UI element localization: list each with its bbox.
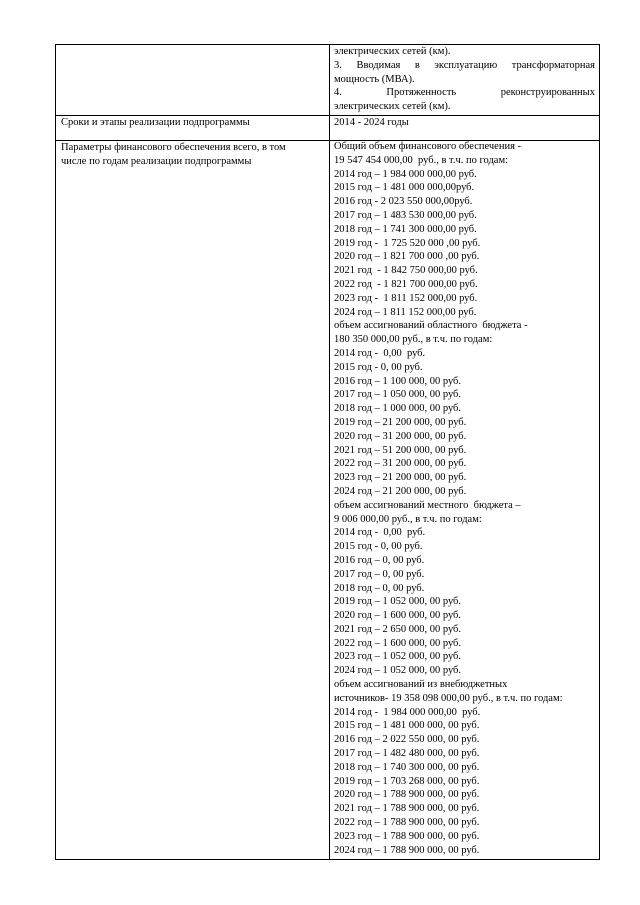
financing-breakdown (334, 140, 595, 857)
financing-line: 2019 год – 1 703 268 000, 00 руб. (334, 775, 480, 787)
financing-line: 2024 год – 1 811 152 000,00 руб. (334, 306, 477, 318)
indicator-line: 3. Вводимая в эксплуатацию трансформаторная (334, 59, 595, 71)
financing-line: 2018 год – 1 000 000, 00 руб. (334, 403, 462, 415)
indicator-line: 4. Протяженность реконструированных (334, 87, 595, 99)
financing-line: 2023 год – 21 200 000, 00 руб. (334, 472, 467, 484)
indicator-line: мощность (МВА). (334, 73, 415, 85)
subprogram-passport-table (55, 44, 600, 860)
financing-label-line: числе по годам реализации подпрограммы (61, 155, 252, 167)
financing-line: 2018 год – 0, 00 руб. (334, 582, 425, 594)
financing-label-line: Параметры финансового обеспечения всего, в том (61, 142, 286, 153)
financing-line: 2022 год – 1 600 000, 00 руб. (334, 637, 462, 649)
financing-line: 19 547 454 000,00 руб., в т.ч. по годам: (334, 154, 509, 166)
financing-line: 2015 год - 0, 00 руб. (334, 361, 423, 373)
financing-line: 2016 год – 1 100 000, 00 руб. (334, 375, 462, 387)
financing-line: 2024 год – 1 788 900 000, 00 руб. (334, 844, 480, 856)
financing-line: 2017 год – 1 482 480 000, 00 руб. (334, 748, 480, 760)
financing-line: 2019 год - 1 725 520 000 ,00 руб. (334, 237, 481, 249)
financing-line: 2021 год - 1 842 750 000,00 руб. (334, 265, 478, 277)
financing-line: 2024 год – 1 052 000, 00 руб. (334, 665, 462, 677)
table-row-financing (56, 141, 600, 860)
table-row-timeline (56, 116, 600, 141)
financing-line: 2014 год - 0,00 руб. (334, 527, 426, 539)
financing-line: объем ассигнований местного бюджета – (334, 499, 521, 511)
financing-line: 2016 год – 2 022 550 000, 00 руб. (334, 734, 480, 746)
timeline-label: Сроки и этапы реализации подпрограммы (56, 116, 330, 141)
financing-line: 2017 год – 0, 00 руб. (334, 568, 425, 580)
financing-line: объем ассигнований областного бюджета - (334, 320, 528, 332)
financing-line: 2023 год - 1 811 152 000,00 руб. (334, 292, 478, 304)
financing-label (61, 141, 325, 169)
financing-label-cell (56, 141, 330, 860)
row1-label-cell (56, 45, 330, 116)
financing-line: 2020 год – 31 200 000, 00 руб. (334, 430, 467, 442)
financing-line: Общий объем финансового обеспечения - (334, 141, 522, 152)
financing-line: 2015 год – 1 481 000 000, 00 руб. (334, 720, 480, 732)
financing-line: 2024 год – 21 200 000, 00 руб. (334, 485, 467, 497)
financing-line: 2014 год – 1 984 000 000,00 руб. (334, 168, 477, 180)
financing-line: 2022 год - 1 821 700 000,00 руб. (334, 278, 478, 290)
financing-line: 2022 год – 31 200 000, 00 руб. (334, 458, 467, 470)
financing-value-cell (330, 141, 600, 860)
financing-line: 2020 год – 1 600 000, 00 руб. (334, 610, 462, 622)
financing-line: 2020 год – 1 821 700 000 ,00 руб. (334, 251, 480, 263)
financing-line: 2017 год – 1 483 530 000,00 руб. (334, 209, 477, 221)
financing-line: 2015 год - 0, 00 руб. (334, 541, 423, 553)
financing-line: 2019 год – 1 052 000, 00 руб. (334, 596, 462, 608)
indicator-line: электрических сетей (км). (334, 101, 451, 113)
financing-line: 2016 год – 0, 00 руб. (334, 554, 425, 566)
table-row-indicators-continued (56, 45, 600, 116)
financing-line: 9 006 000,00 руб., в т.ч. по годам: (334, 513, 482, 525)
financing-line: 2021 год – 51 200 000, 00 руб. (334, 444, 467, 456)
row1-value-cell (330, 45, 600, 116)
financing-line: 2016 год - 2 023 550 000,00руб. (334, 196, 473, 208)
financing-line: 2020 год – 1 788 900 000, 00 руб. (334, 789, 480, 801)
indicators-list (334, 45, 595, 114)
financing-line: 2014 год - 0,00 руб. (334, 347, 426, 359)
financing-line: 2015 год – 1 481 000 000,00руб. (334, 182, 475, 194)
financing-line: 2018 год – 1 740 300 000, 00 руб. (334, 761, 480, 773)
financing-line: 2022 год – 1 788 900 000, 00 руб. (334, 817, 480, 829)
financing-line: 2019 год – 21 200 000, 00 руб. (334, 416, 467, 428)
financing-line: 180 350 000,00 руб., в т.ч. по годам: (334, 334, 493, 346)
timeline-value: 2014 - 2024 годы (330, 116, 600, 141)
financing-line: 2023 год – 1 788 900 000, 00 руб. (334, 830, 480, 842)
indicator-line: электрических сетей (км). (334, 46, 451, 57)
financing-line: объем ассигнований из внебюджетных (334, 679, 508, 691)
financing-line: 2021 год – 2 650 000, 00 руб. (334, 623, 462, 635)
financing-line: 2017 год – 1 050 000, 00 руб. (334, 389, 462, 401)
financing-line: 2018 год – 1 741 300 000,00 руб. (334, 223, 477, 235)
financing-line: 2021 год – 1 788 900 000, 00 руб. (334, 803, 480, 815)
financing-line: 2014 год - 1 984 000 000,00 руб. (334, 706, 481, 718)
financing-line: 2023 год – 1 052 000, 00 руб. (334, 651, 462, 663)
financing-line: источников- 19 358 098 000,00 руб., в т.ч. по годам: (334, 692, 563, 704)
